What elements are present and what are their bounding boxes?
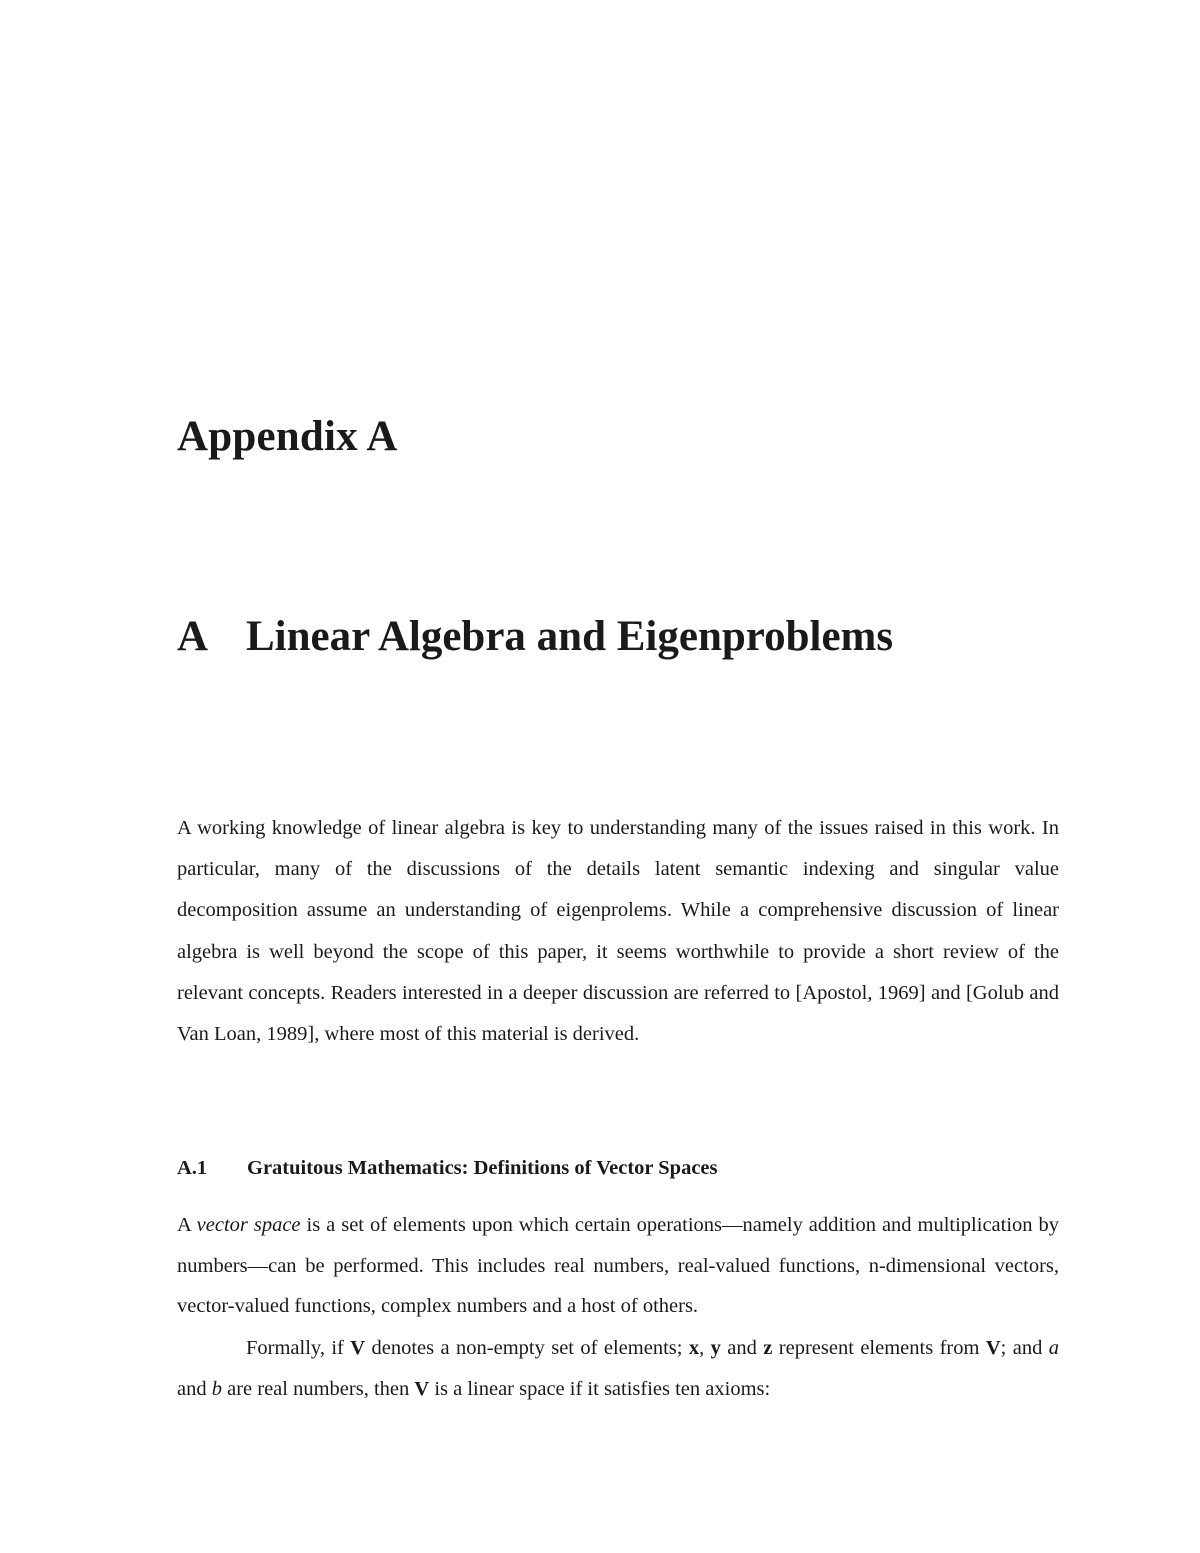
section-number: A.1 — [177, 1157, 208, 1179]
symbol-z: z — [763, 1337, 773, 1359]
term-vector-space: vector space — [196, 1214, 301, 1236]
symbol-x: x — [688, 1337, 700, 1359]
chapter-title — [177, 612, 893, 661]
chapter-title-text: Linear Algebra and Eigenproblems — [246, 613, 894, 660]
section-heading — [177, 1157, 718, 1180]
text-run: ; and — [1000, 1337, 1049, 1359]
intro-paragraph: A working knowledge of linear algebra is key to understanding many of the issues raised in this work. In particular, many of the discussions of the details latent semantic indexing and singular value decomposition assume an understanding of eigenprolems. While a comprehensive discussion of linear algebra is well beyond the scope of this paper, it seems worthwhile to provide a short review of the relevant concepts. Readers interested in a deeper discussion are referred to [Apostol, 1969] and [Golub and Van Loan, 1989], where most of this material is derived. — [177, 817, 1059, 1046]
symbol-V: V — [414, 1377, 430, 1400]
symbol-V: V — [350, 1337, 366, 1359]
appendix-title: Appendix A — [177, 413, 398, 460]
text-run: and — [720, 1337, 764, 1359]
text-run: is a linear space if it satisfies ten axioms: — [429, 1377, 771, 1400]
text-run: , — [699, 1337, 711, 1359]
text-run: and — [177, 1377, 212, 1400]
symbol-V: V — [985, 1337, 1001, 1359]
text-run: is a set of elements upon which certain operations—namely addition and multiplication by numbers—can be performed. This includes real numbers, real-valued functions, n-dimensional vectors, vector-valued functions, complex numbers and a host of others. — [177, 1214, 1059, 1317]
section-title: Gratuitous Mathematics: Definitions of Vector Spaces — [247, 1157, 718, 1179]
text-run: are real numbers, then — [221, 1377, 415, 1400]
chapter-number: A — [177, 613, 209, 660]
text-run: denotes a non-empty set of elements; — [365, 1337, 689, 1359]
text-run: Formally, if — [246, 1337, 351, 1359]
symbol-a: a — [1048, 1337, 1059, 1359]
text-run: A — [177, 1214, 197, 1236]
formal-definition-paragraph — [177, 1328, 1059, 1409]
symbol-y: y — [710, 1337, 721, 1359]
vector-space-definition-paragraph — [177, 1205, 1059, 1327]
symbol-b: b — [211, 1377, 222, 1400]
text-run: represent elements from — [772, 1337, 986, 1359]
